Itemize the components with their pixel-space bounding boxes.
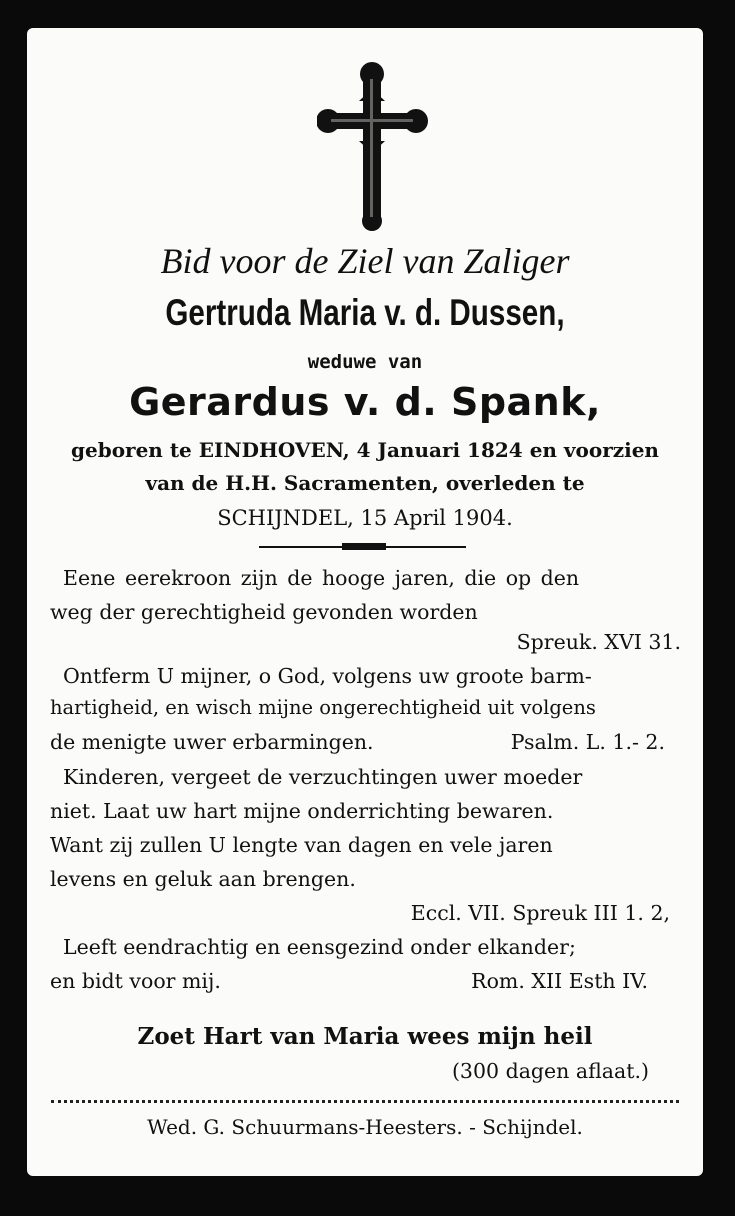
indulgence-note: (300 dagen aflaat.) xyxy=(451,1059,649,1083)
divider-center xyxy=(342,543,386,550)
intro-heading: Bid voor de Ziel van Zaliger xyxy=(160,241,570,281)
verse-line: hartigheid, en wisch mijne ongerechtigheid uit volgens xyxy=(50,696,596,719)
dotted-divider xyxy=(51,1100,679,1103)
verse-reference: Spreuk. XVI 31. xyxy=(516,630,681,654)
verse-line: Kinderen, vergeet de verzuchtingen uwer moeder xyxy=(63,765,583,789)
death-line: SCHIJNDEL, 15 April 1904. xyxy=(217,506,513,530)
verse-reference: Eccl. VII. Spreuk III 1. 2, xyxy=(410,901,670,925)
birth-line-2: van de H.H. Sacramenten, overleden te xyxy=(145,471,585,495)
verse-line: levens en geluk aan brengen. xyxy=(50,867,356,891)
verse-line: en bidt voor mij. xyxy=(50,969,221,993)
divider-right xyxy=(386,546,466,548)
birth-line-1: geboren te EINDHOVEN, 4 Januari 1824 en voorzien xyxy=(71,438,659,462)
cross-icon xyxy=(317,61,429,231)
verse-line: Eene eerekroon zijn de hooge jaren, die op den xyxy=(63,566,580,590)
deceased-name: Gertruda Maria v. d. Dussen, xyxy=(165,292,565,333)
verse-line: Ontferm U mijner, o God, volgens uw groote barm- xyxy=(63,664,592,688)
printer-line: Wed. G. Schuurmans-Heesters. - Schijndel. xyxy=(147,1115,583,1139)
verse-line: de menigte uwer erbarmingen. xyxy=(50,730,374,754)
verse-line: Want zij zullen U lengte van dagen en vele jaren xyxy=(50,833,553,857)
spouse-name: Gerardus v. d. Spank, xyxy=(129,380,601,424)
verse-reference: Rom. XII Esth IV. xyxy=(471,969,648,993)
verse-line: niet. Laat uw hart mijne onderrichting bewaren. xyxy=(50,799,554,823)
divider-left xyxy=(259,546,342,548)
verse-line: Leeft eendrachtig en eensgezind onder elkander; xyxy=(63,935,576,959)
verse-reference: Psalm. L. 1.- 2. xyxy=(510,730,665,754)
memorial-card xyxy=(27,28,703,1176)
widow-of-label: weduwe van xyxy=(307,351,423,373)
prayer-line: Zoet Hart van Maria wees mijn heil xyxy=(137,1023,593,1050)
verse-line: weg der gerechtigheid gevonden worden xyxy=(50,600,478,624)
